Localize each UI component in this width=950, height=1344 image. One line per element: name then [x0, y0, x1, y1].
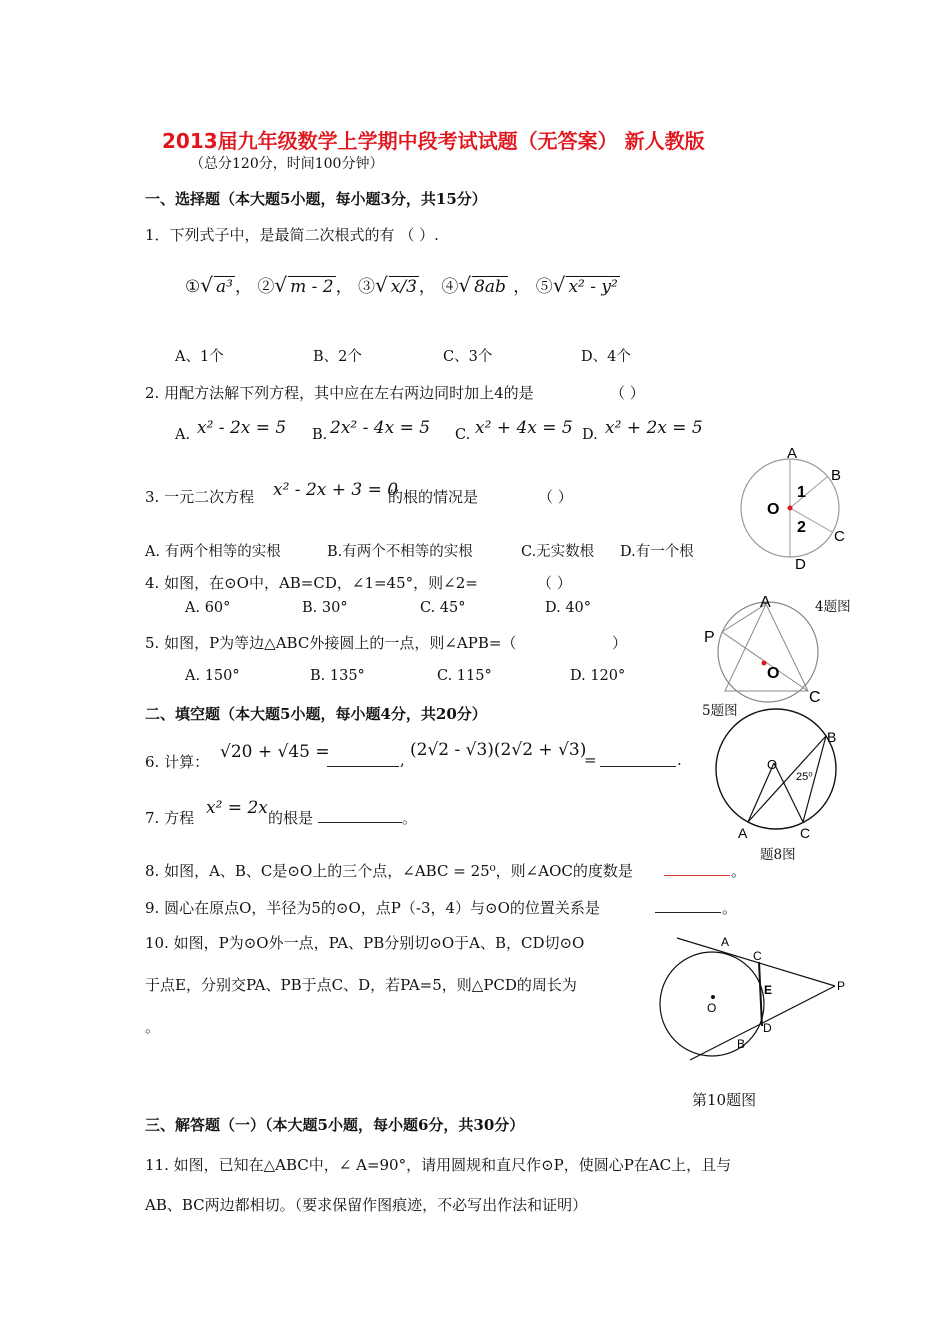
fig8-label-c: C	[800, 825, 811, 841]
q1-option-c: C、3个	[443, 349, 493, 365]
figure-4-circle-diagram	[735, 440, 860, 580]
fig4-label-c: C	[834, 528, 845, 545]
figure-10-tangent-diagram	[655, 930, 855, 1065]
fig4-label-d: D	[795, 556, 806, 573]
q3-option-a: A. 有两个相等的实根	[145, 544, 281, 560]
question-4-stem: 4. 如图，在⊙O中，AB=CD，∠1=45°，则∠2=	[145, 574, 478, 592]
radical-label-5: ⑤	[535, 277, 553, 297]
question-3-stem: 3. 一元二次方程	[145, 488, 255, 506]
figure-5-caption: 5题图	[702, 703, 738, 719]
q2-equation-a: x² - 2x = 5	[197, 418, 287, 438]
question-6-period: .	[677, 751, 682, 769]
q3-option-c: C.无实数根	[521, 544, 595, 560]
question-3-stem-tail: 的根的情况是	[388, 488, 479, 506]
page-title: 2013届九年级数学上学期中段考试试题（无答案） 新人教版	[162, 129, 705, 153]
fig4-label-b: B	[831, 467, 842, 484]
fig10-label-a: A	[721, 935, 730, 949]
fig4-label-a: A	[787, 445, 798, 462]
question-9-stem: 9. 圆心在原点O，半径为5的⊙O，点P（-3，4）与⊙O的位置关系是	[145, 899, 600, 917]
page-subtitle: （总分120分，时间100分钟）	[190, 156, 384, 172]
question-10-line-3: 。	[145, 1018, 161, 1036]
question-7-equation: x² = 2x	[206, 798, 268, 818]
question-6-comma: ,	[400, 751, 405, 769]
fig5-label-c: C	[809, 689, 821, 706]
fig8-label-angle: 25⁰	[796, 771, 813, 783]
question-6-stem: 6. 计算：	[145, 753, 210, 771]
q6-answer-blank-1[interactable]	[327, 750, 399, 767]
question-5-stem: 5. 如图，P为等边△ABC外接圆上的一点，则∠APB=（	[145, 634, 517, 652]
fig10-label-c: C	[753, 949, 762, 963]
question-11-line-1: 11. 如图，已知在△ABC中，∠ A=90°，请用圆规和直尺作⊙P，使圆心P在AC上，且与	[145, 1156, 732, 1174]
question-3-equation: x² - 2x + 3 = 0	[273, 480, 399, 500]
fig5-label-o: O	[767, 665, 780, 682]
q4-option-a: A. 60°	[185, 600, 231, 616]
q2-option-c: C.	[455, 427, 471, 443]
question-5-paren-close: ）	[612, 634, 628, 652]
q4-option-b: B. 30°	[302, 600, 348, 616]
q2-option-a: A.	[175, 427, 191, 443]
question-1-stem: 1．下列式子中，是最简二次根式的有 （ ）.	[145, 226, 439, 244]
radical-label-3: ③	[358, 277, 376, 297]
question-1-radicals: ①√ a³ ， ②√ m - 2 ， ③√ x/3 ， ④√ 8ab ， ⑤√ x² - y²	[185, 273, 618, 297]
fig4-label-angle-2: 2	[797, 519, 806, 536]
q6-answer-blank-2[interactable]	[600, 750, 676, 767]
q4-option-c: C. 45°	[420, 600, 466, 616]
section-heading-1: 一、选择题（本大题5小题，每小题3分，共15分）	[145, 190, 487, 208]
question-6-equals: =	[584, 751, 597, 769]
q2-equation-b: 2x² - 4x = 5	[330, 418, 431, 438]
fig10-label-e: E	[764, 983, 773, 997]
radical-label-1: ①	[185, 277, 201, 297]
question-2-stem: 2. 用配方法解下列方程，其中应在左右两边同时加上4的是	[145, 384, 534, 402]
question-10-line-1: 10. 如图，P为⊙O外一点，PA、PB分别切⊙O于A、B，CD切⊙O	[145, 934, 585, 952]
q2-option-d: D.	[582, 427, 598, 443]
question-10-line-2: 于点E，分别交PA、PB于点C、D，若PA=5，则△PCD的周长为	[145, 976, 577, 994]
section-heading-2: 二、填空题（本大题5小题，每小题4分，共20分）	[145, 705, 487, 723]
question-7-stem: 7. 方程	[145, 809, 195, 827]
radicand-1: a³	[216, 277, 233, 297]
figure-5-triangle-diagram	[700, 590, 835, 710]
question-9-end: 。	[722, 899, 738, 917]
figure-10-caption: 第10题图	[692, 1091, 757, 1109]
question-2-paren: （ ）	[610, 384, 645, 402]
q5-option-a: A. 150°	[185, 668, 240, 684]
fig5-label-p: P	[704, 629, 715, 646]
q1-option-b: B、2个	[313, 349, 362, 365]
q2-equation-c: x² + 4x = 5	[475, 418, 573, 438]
q2-equation-d: x² + 2x = 5	[605, 418, 703, 438]
radicand-2: m - 2	[290, 277, 334, 297]
question-6-expr1: √20 + √45 =	[220, 742, 330, 762]
q3-option-b: B.有两个不相等的实根	[327, 544, 473, 560]
figure-8-caption: 题8图	[760, 847, 796, 863]
q2-option-b: B.	[312, 427, 328, 443]
question-6-expr2: (2√2 - √3)(2√2 + √3)	[410, 740, 587, 760]
fig8-label-a: A	[738, 825, 748, 841]
q5-option-c: C. 115°	[437, 668, 492, 684]
figure-8-circle-diagram	[710, 702, 850, 842]
fig4-label-angle-1: 1	[797, 484, 806, 501]
radical-label-2: ②	[257, 277, 275, 297]
question-11-line-2: AB、BC两边都相切。（要求保留作图痕迹，不必写出作法和证明）	[145, 1196, 588, 1214]
fig8-label-b: B	[827, 729, 837, 745]
fig10-label-o: O	[707, 1001, 717, 1015]
q9-answer-blank[interactable]	[655, 896, 721, 913]
question-7-end: 。	[402, 809, 418, 827]
question-7-tail: 的根是	[268, 809, 314, 827]
radicand-5: x² - y²	[568, 277, 618, 297]
q5-option-b: B. 135°	[310, 668, 365, 684]
q5-option-d: D. 120°	[570, 668, 626, 684]
question-3-paren: （ ）	[538, 488, 573, 506]
q7-answer-blank[interactable]	[318, 806, 402, 823]
radicand-4: 8ab	[474, 277, 506, 297]
fig8-label-o: O	[767, 757, 778, 772]
radical-label-4: ④	[441, 277, 459, 297]
fig10-label-b: B	[737, 1037, 746, 1051]
question-8-end: 。	[731, 862, 747, 880]
fig4-label-o: O	[767, 501, 780, 518]
fig10-label-p: P	[837, 979, 846, 993]
figure-4-caption: 4题图	[815, 599, 851, 615]
q1-option-a: A、1个	[175, 349, 224, 365]
section-heading-3: 三、解答题（一）（本大题5小题，每小题6分，共30分）	[145, 1116, 525, 1134]
q8-answer-blank[interactable]	[664, 859, 730, 876]
q3-option-d: D.有一个根	[620, 544, 694, 560]
fig10-label-d: D	[763, 1021, 772, 1035]
question-4-paren: （ ）	[537, 574, 572, 592]
q1-option-d: D、4个	[581, 349, 631, 365]
question-8-stem: 8. 如图，A、B、C是⊙O上的三个点，∠ABC = 25⁰，则∠AOC的度数是	[145, 862, 633, 880]
fig5-label-a: A	[760, 594, 771, 611]
q4-option-d: D. 40°	[545, 600, 592, 616]
radicand-3: x/3	[390, 277, 417, 297]
